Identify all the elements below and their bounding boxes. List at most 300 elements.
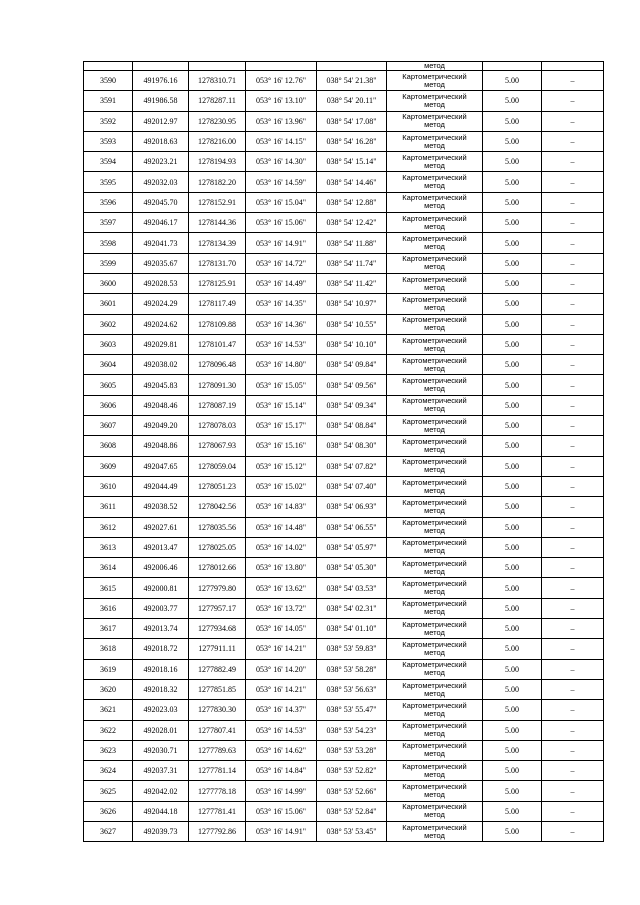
cell-y: 1278194.93 [189, 152, 246, 172]
method-line-2: метод [424, 262, 445, 272]
method-line-1: Картометрический [402, 193, 467, 203]
method-line-1: Картометрический [402, 254, 467, 264]
method-line-1: Картометрический [402, 335, 467, 345]
method-line-1: Картометрический [402, 497, 467, 507]
cell-latitude: 053° 16' 14.20" [246, 659, 317, 679]
cell-method [387, 821, 483, 841]
table-row [84, 558, 604, 578]
cell-note: – [542, 395, 604, 415]
cell-y: 1278067.93 [189, 436, 246, 456]
cell-note: – [542, 355, 604, 375]
method-line-2: метод [424, 404, 445, 414]
cell-method [387, 781, 483, 801]
cell-method [387, 517, 483, 537]
cell-latitude: 053° 16' 15.16" [246, 436, 317, 456]
cell-latitude: 053° 16' 14.21" [246, 679, 317, 699]
table-row [84, 131, 604, 151]
table-row [84, 700, 604, 720]
cell-method [387, 476, 483, 496]
cell-number: 3598 [84, 233, 133, 253]
method-line-2: метод [424, 444, 445, 454]
cell-longitude: 038° 54' 10.97" [317, 294, 387, 314]
table-row [84, 476, 604, 496]
cell-longitude: 038° 53' 59.83" [317, 639, 387, 659]
cell-number: 3610 [84, 476, 133, 496]
cell-error: 5.00 [483, 659, 542, 679]
method-line-1: Картометрический [402, 599, 467, 609]
cell-number: 3609 [84, 456, 133, 476]
table-row [84, 639, 604, 659]
cell-y: 1278035.56 [189, 517, 246, 537]
cell-number: 3617 [84, 619, 133, 639]
cell-note: – [542, 558, 604, 578]
cell-longitude: 038° 54' 05.97" [317, 537, 387, 557]
cell-y: 1277778.18 [189, 781, 246, 801]
cell-y: 1278051.23 [189, 476, 246, 496]
method-line-2: метод [424, 120, 445, 130]
table-row [84, 111, 604, 131]
table-row [84, 334, 604, 354]
method-line-1: Картометрический [402, 91, 467, 101]
table-row [84, 578, 604, 598]
method-line-2: метод [424, 465, 445, 475]
cell-latitude: 053° 16' 14.15" [246, 131, 317, 151]
cell-error: 5.00 [483, 375, 542, 395]
cell-note: – [542, 578, 604, 598]
cell-number [84, 62, 133, 71]
cell-method [387, 537, 483, 557]
cell-number: 3597 [84, 213, 133, 233]
cell-method [387, 558, 483, 578]
cell-error: 5.00 [483, 821, 542, 841]
cell-error: 5.00 [483, 517, 542, 537]
cell-method [387, 801, 483, 821]
table-row [84, 314, 604, 334]
table-row [84, 253, 604, 273]
cell-longitude: 038° 54' 21.38" [317, 71, 387, 91]
cell-error: 5.00 [483, 578, 542, 598]
table-row [84, 740, 604, 760]
cell-note: – [542, 152, 604, 172]
cell-x: 492023.21 [133, 152, 189, 172]
cell-y: 1278091.30 [189, 375, 246, 395]
method-line-2: метод [424, 790, 445, 800]
table-row [84, 233, 604, 253]
cell-longitude: 038° 54' 08.84" [317, 416, 387, 436]
table-row [84, 821, 604, 841]
cell-method [387, 456, 483, 476]
cell-note: – [542, 192, 604, 212]
method-line-2: метод [424, 587, 445, 597]
method-line-2: метод [424, 749, 445, 759]
cell-number: 3626 [84, 801, 133, 821]
cell-y: 1277792.86 [189, 821, 246, 841]
cell-method [387, 395, 483, 415]
cell-error: 5.00 [483, 131, 542, 151]
method-line-1: Картометрический [402, 741, 467, 751]
cell-latitude: 053° 16' 14.02" [246, 537, 317, 557]
cell-y: 1278287.11 [189, 91, 246, 111]
cell-y: 1277830.30 [189, 700, 246, 720]
cell-longitude [317, 62, 387, 71]
cell-x: 491976.16 [133, 71, 189, 91]
cell-y: 1278117.49 [189, 294, 246, 314]
method-line-1: Картометрический [402, 436, 467, 446]
cell-note: – [542, 517, 604, 537]
cell-x: 492045.70 [133, 192, 189, 212]
method-line-2: метод [424, 160, 445, 170]
cell-x: 492046.17 [133, 213, 189, 233]
cell-latitude: 053° 16' 13.72" [246, 598, 317, 618]
cell-latitude: 053° 16' 14.53" [246, 720, 317, 740]
cell-latitude [246, 62, 317, 71]
cell-method [387, 436, 483, 456]
cell-note: – [542, 273, 604, 293]
cell-number: 3607 [84, 416, 133, 436]
method-line-1: Картометрический [402, 315, 467, 325]
cell-longitude: 038° 53' 58.28" [317, 659, 387, 679]
method-line-1: Картометрический [402, 132, 467, 142]
cell-note: – [542, 700, 604, 720]
method-line-1: Картометрический [402, 802, 467, 812]
cell-error: 5.00 [483, 253, 542, 273]
cell-error: 5.00 [483, 497, 542, 517]
method-line-2: метод [424, 810, 445, 820]
cell-error [483, 62, 542, 71]
cell-error: 5.00 [483, 91, 542, 111]
cell-note: – [542, 679, 604, 699]
cell-x: 492018.32 [133, 679, 189, 699]
cell-x: 492032.03 [133, 172, 189, 192]
method-line-2: метод [424, 485, 445, 495]
cell-longitude: 038° 54' 01.10" [317, 619, 387, 639]
cell-x: 492006.46 [133, 558, 189, 578]
cell-note [542, 62, 604, 71]
method-line-2: метод [424, 363, 445, 373]
cell-error: 5.00 [483, 395, 542, 415]
cell-latitude: 053° 16' 15.05" [246, 375, 317, 395]
cell-x: 492041.73 [133, 233, 189, 253]
cell-x: 492029.81 [133, 334, 189, 354]
cell-y: 1278059.04 [189, 456, 246, 476]
method-line-2: метод [424, 242, 445, 252]
cell-x: 492000.81 [133, 578, 189, 598]
cell-note: – [542, 659, 604, 679]
cell-longitude: 038° 53' 54.23" [317, 720, 387, 740]
cell-number: 3602 [84, 314, 133, 334]
cell-y: 1278230.95 [189, 111, 246, 131]
method-line-2: метод [424, 769, 445, 779]
method-line-2: метод [424, 546, 445, 556]
method-line-2: метод [424, 647, 445, 657]
cell-method [387, 659, 483, 679]
cell-latitude: 053° 16' 14.35" [246, 294, 317, 314]
table-row [84, 213, 604, 233]
cell-latitude: 053° 16' 14.91" [246, 821, 317, 841]
cell-y: 1277807.41 [189, 720, 246, 740]
cell-error: 5.00 [483, 416, 542, 436]
cell-number: 3616 [84, 598, 133, 618]
cell-number: 3613 [84, 537, 133, 557]
cell-note: – [542, 294, 604, 314]
cell-method [387, 416, 483, 436]
cell-y: 1278025.05 [189, 537, 246, 557]
cell-x: 492018.63 [133, 131, 189, 151]
cell-number: 3618 [84, 639, 133, 659]
method-line-1: Картометрический [402, 518, 467, 528]
coordinates-table [83, 61, 604, 842]
cell-number: 3590 [84, 71, 133, 91]
cell-method [387, 355, 483, 375]
method-line-1: Картометрический [402, 274, 467, 284]
continuation-row [84, 62, 604, 71]
cell-longitude: 038° 53' 53.28" [317, 740, 387, 760]
cell-longitude: 038° 53' 52.66" [317, 781, 387, 801]
cell-y: 1278096.48 [189, 355, 246, 375]
cell-y: 1278134.39 [189, 233, 246, 253]
cell-x: 492012.97 [133, 111, 189, 131]
cell-x: 492018.16 [133, 659, 189, 679]
cell-error: 5.00 [483, 314, 542, 334]
cell-note: – [542, 71, 604, 91]
cell-number: 3622 [84, 720, 133, 740]
cell-error: 5.00 [483, 558, 542, 578]
cell-longitude: 038° 54' 11.74" [317, 253, 387, 273]
cell-number: 3595 [84, 172, 133, 192]
table-row [84, 91, 604, 111]
cell-longitude: 038° 54' 09.84" [317, 355, 387, 375]
cell-x: 492049.20 [133, 416, 189, 436]
cell-longitude: 038° 54' 16.28" [317, 131, 387, 151]
method-line-1: Картометрический [402, 294, 467, 304]
cell-number: 3603 [84, 334, 133, 354]
cell-x: 492037.31 [133, 761, 189, 781]
method-line-1: Картометрический [402, 782, 467, 792]
table-row [84, 294, 604, 314]
method-line-1: Картометрический [402, 376, 467, 386]
cell-error: 5.00 [483, 233, 542, 253]
cell-x: 492042.02 [133, 781, 189, 801]
cell-latitude: 053° 16' 14.49" [246, 273, 317, 293]
cell-latitude: 053° 16' 15.06" [246, 801, 317, 821]
cell-method [387, 679, 483, 699]
cell-latitude: 053° 16' 14.53" [246, 334, 317, 354]
cell-y [189, 62, 246, 71]
cell-note: – [542, 497, 604, 517]
cell-note: – [542, 761, 604, 781]
table-row [84, 436, 604, 456]
cell-method [387, 314, 483, 334]
method-line-1: Картометрический [402, 579, 467, 589]
cell-note: – [542, 720, 604, 740]
cell-note: – [542, 598, 604, 618]
cell-y: 1278101.47 [189, 334, 246, 354]
table-row [84, 619, 604, 639]
cell-error: 5.00 [483, 476, 542, 496]
table-row [84, 659, 604, 679]
cell-latitude: 053° 16' 13.96" [246, 111, 317, 131]
table-row [84, 761, 604, 781]
cell-latitude: 053° 16' 14.72" [246, 253, 317, 273]
cell-note: – [542, 172, 604, 192]
cell-note: – [542, 314, 604, 334]
cell-note: – [542, 334, 604, 354]
cell-number: 3614 [84, 558, 133, 578]
method-line-2: метод [424, 302, 445, 312]
method-line-2: метод [424, 505, 445, 515]
cell-x: 492024.62 [133, 314, 189, 334]
method-line-2: метод [424, 668, 445, 678]
cell-latitude: 053° 16' 15.04" [246, 192, 317, 212]
cell-number: 3620 [84, 679, 133, 699]
cell-error: 5.00 [483, 334, 542, 354]
cell-note: – [542, 131, 604, 151]
method-line-1: Картометрический [402, 213, 467, 223]
cell-note: – [542, 781, 604, 801]
cell-longitude: 038° 54' 17.08" [317, 111, 387, 131]
cell-error: 5.00 [483, 801, 542, 821]
cell-longitude: 038° 54' 09.56" [317, 375, 387, 395]
cell-latitude: 053° 16' 14.80" [246, 355, 317, 375]
cell-longitude: 038° 54' 10.55" [317, 314, 387, 334]
cell-method [387, 192, 483, 212]
cell-method [387, 639, 483, 659]
cell-note: – [542, 537, 604, 557]
cell-method [387, 497, 483, 517]
table-row [84, 598, 604, 618]
cell-y: 1278042.56 [189, 497, 246, 517]
cell-method [387, 720, 483, 740]
cell-longitude: 038° 53' 55.47" [317, 700, 387, 720]
cell-x: 492038.52 [133, 497, 189, 517]
cell-number: 3615 [84, 578, 133, 598]
cell-y: 1277781.14 [189, 761, 246, 781]
cell-x: 492044.18 [133, 801, 189, 821]
cell-x: 492028.53 [133, 273, 189, 293]
method-line-1: Картометрический [402, 457, 467, 467]
cell-number: 3592 [84, 111, 133, 131]
method-line-2: метод [424, 201, 445, 211]
method-line-1: Картометрический [402, 477, 467, 487]
method-line-1: Картометрический [402, 721, 467, 731]
method-line-2: метод [424, 79, 445, 89]
cell-latitude: 053° 16' 14.30" [246, 152, 317, 172]
cell-method [387, 213, 483, 233]
cell-note: – [542, 233, 604, 253]
cell-latitude: 053° 16' 15.02" [246, 476, 317, 496]
cell-error: 5.00 [483, 639, 542, 659]
method-line-2: метод [424, 566, 445, 576]
cell-x: 492035.67 [133, 253, 189, 273]
cell-method [387, 71, 483, 91]
cell-latitude: 053° 16' 15.14" [246, 395, 317, 415]
method-line-2: метод [424, 384, 445, 394]
cell-latitude: 053° 16' 14.91" [246, 233, 317, 253]
method-line-1: Картометрический [402, 355, 467, 365]
cell-error: 5.00 [483, 781, 542, 801]
table-row [84, 416, 604, 436]
cell-latitude: 053° 16' 14.83" [246, 497, 317, 517]
cell-method [387, 619, 483, 639]
method-line-1: Картометрический [402, 416, 467, 426]
cell-longitude: 038° 54' 09.34" [317, 395, 387, 415]
cell-y: 1277781.41 [189, 801, 246, 821]
method-line-1: Картометрический [402, 761, 467, 771]
cell-longitude: 038° 54' 07.40" [317, 476, 387, 496]
cell-number: 3591 [84, 91, 133, 111]
cell-longitude: 038° 54' 12.42" [317, 213, 387, 233]
cell-note: – [542, 740, 604, 760]
cell-number: 3601 [84, 294, 133, 314]
cell-note: – [542, 639, 604, 659]
method-line-1: Картометрический [402, 639, 467, 649]
method-line-1: Картометрический [402, 396, 467, 406]
cell-note: – [542, 821, 604, 841]
table-row [84, 172, 604, 192]
cell-error: 5.00 [483, 273, 542, 293]
cell-method [387, 375, 483, 395]
cell-x: 491986.58 [133, 91, 189, 111]
cell-x: 492044.49 [133, 476, 189, 496]
cell-y: 1278310.71 [189, 71, 246, 91]
cell-y: 1278078.03 [189, 416, 246, 436]
cell-x: 492013.74 [133, 619, 189, 639]
cell-y: 1278152.91 [189, 192, 246, 212]
cell-method [387, 253, 483, 273]
cell-longitude: 038° 53' 52.82" [317, 761, 387, 781]
cell-number: 3608 [84, 436, 133, 456]
cell-latitude: 053° 16' 14.36" [246, 314, 317, 334]
cell-note: – [542, 801, 604, 821]
cell-error: 5.00 [483, 213, 542, 233]
cell-latitude: 053° 16' 14.62" [246, 740, 317, 760]
method-line-2: метод [424, 688, 445, 698]
cell-method [387, 172, 483, 192]
method-line-1: Картометрический [402, 173, 467, 183]
cell-latitude: 053° 16' 13.80" [246, 558, 317, 578]
method-line-2: метод [424, 830, 445, 840]
cell-longitude: 038° 54' 06.93" [317, 497, 387, 517]
cell-number: 3625 [84, 781, 133, 801]
cell-error: 5.00 [483, 111, 542, 131]
method-line-2: метод [424, 343, 445, 353]
cell-note: – [542, 416, 604, 436]
cell-method [387, 294, 483, 314]
method-line-2: метод [424, 221, 445, 231]
cell-longitude: 038° 54' 14.46" [317, 172, 387, 192]
cell-number: 3605 [84, 375, 133, 395]
cell-number: 3599 [84, 253, 133, 273]
cell-number: 3606 [84, 395, 133, 415]
cell-method [387, 598, 483, 618]
table-row [84, 679, 604, 699]
method-line-1: Картометрический [402, 71, 467, 81]
cell-error: 5.00 [483, 71, 542, 91]
cell-y: 1278144.36 [189, 213, 246, 233]
cell-number: 3596 [84, 192, 133, 212]
table-row [84, 192, 604, 212]
cell-method [387, 578, 483, 598]
method-line-2: метод [424, 607, 445, 617]
cell-method [387, 761, 483, 781]
cell-y: 1278125.91 [189, 273, 246, 293]
cell-number: 3623 [84, 740, 133, 760]
cell-y: 1277979.80 [189, 578, 246, 598]
cell-y: 1277789.63 [189, 740, 246, 760]
cell-y: 1277851.85 [189, 679, 246, 699]
cell-latitude: 053° 16' 14.05" [246, 619, 317, 639]
cell-x: 492028.01 [133, 720, 189, 740]
